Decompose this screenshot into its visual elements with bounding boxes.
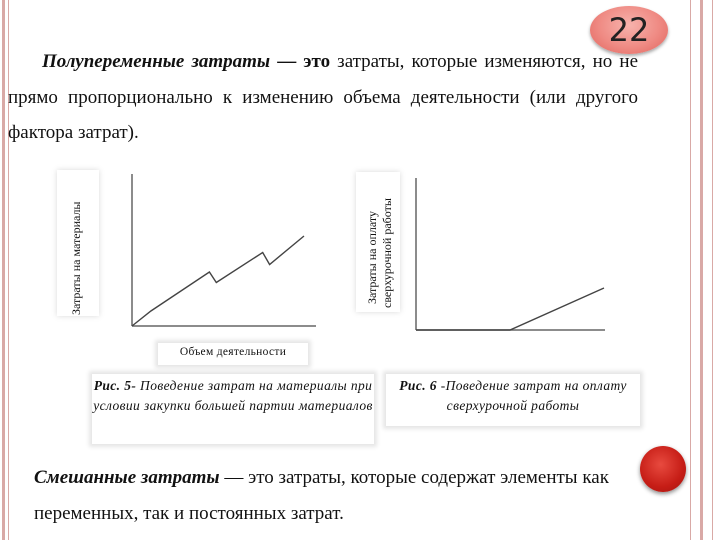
fig5-caption-text: Поведение затрат на материалы при условии закупки большей партии материалов <box>93 378 373 413</box>
fig6-ylabel-line1: Затраты на оплату <box>365 211 379 304</box>
fig6-axes <box>416 178 605 330</box>
fig6-series-line <box>416 288 604 330</box>
term-semivariable: Полупеременные затраты <box>42 51 271 72</box>
page-number-badge: 22 <box>590 6 668 54</box>
red-circle-marker <box>640 446 686 492</box>
definition-mixed <box>34 460 634 532</box>
fig6-caption <box>386 374 640 426</box>
definition-dash: — <box>270 51 304 72</box>
fig5-axes <box>132 174 316 326</box>
term-mixed: Смешанные затраты <box>34 467 220 488</box>
fig5-caption <box>92 374 374 444</box>
definition-text: затраты, которые изменяются, но не прямо пропорционально к изменению объема деятельности (или другого фактора затрат). <box>8 51 639 143</box>
fig6-ylabel-line2: сверхурочной работы <box>380 198 394 308</box>
fig5-series-line <box>132 236 304 326</box>
definition-bold-word: это <box>303 51 331 72</box>
fig5-caption-label: Рис. 5- <box>93 378 137 393</box>
fig6-caption-text: -Поведение затрат на оплату сверхурочной работы <box>436 378 627 413</box>
fig5-xlabel: Объем деятельности <box>158 343 308 365</box>
fig5-ylabel: Затраты на материалы <box>69 201 83 315</box>
fig6-caption-label: Рис. 6 <box>399 378 437 393</box>
definition-mixed-text: — это затраты, которые содержат элементы как переменных, так и постоянных затрат. <box>34 467 609 524</box>
